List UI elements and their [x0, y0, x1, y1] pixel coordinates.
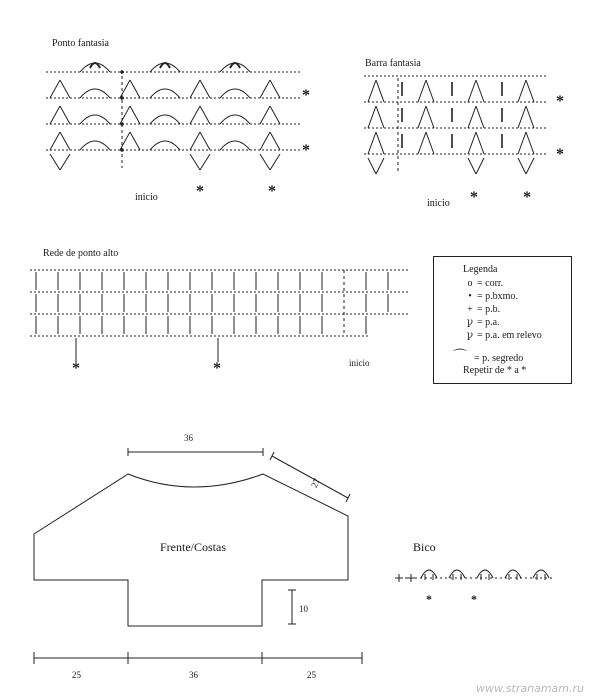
- pf-row-4: [46, 132, 302, 150]
- bico-title: Bico: [413, 540, 436, 554]
- legend-item-single: + = p.b.: [463, 304, 500, 316]
- legend-item-secret: ⌒ = p. segredo: [446, 352, 523, 365]
- legend-repeat: Repetir de * a *: [463, 365, 527, 376]
- dim-bottom-left: 25: [72, 670, 81, 680]
- ponto-fantasia-chart: [40, 50, 320, 190]
- legend-box: [433, 256, 572, 384]
- ponto-fantasia-repeat-2: *: [302, 142, 310, 159]
- legend-item-relief: ꝩ = p.a. em relevo: [463, 330, 542, 342]
- legend-title: Legenda: [463, 264, 498, 275]
- dot-icon: •: [468, 291, 472, 302]
- dim-bottom-center: 36: [189, 670, 198, 680]
- legend-item-slip: • = p.bxmo.: [463, 291, 518, 303]
- bico-repeat-1: *: [426, 592, 432, 606]
- rede-repeat-2: *: [213, 360, 221, 377]
- pf-base: [50, 76, 280, 170]
- rede-ponto-alto-start: inicio: [349, 358, 370, 368]
- arch-icon: ⌒: [453, 350, 467, 365]
- barra-fantasia-title: Barra fantasia: [365, 58, 421, 69]
- rede-repeat-1: *: [72, 360, 80, 377]
- ponto-fantasia-repeat-1: *: [302, 87, 310, 104]
- bico-chart: [393, 560, 558, 596]
- legend-item-chain: o = corr.: [463, 278, 503, 290]
- ponto-fantasia-repeat-4: *: [268, 183, 276, 200]
- dim-height: 10: [299, 604, 308, 614]
- pf-row-2: [46, 80, 302, 98]
- dim-bottom-right: 25: [307, 670, 316, 680]
- rede-ponto-alto-title: Rede de ponto alto: [43, 248, 119, 259]
- barra-fantasia-start: inicio: [427, 198, 450, 209]
- barra-fantasia-chart: [358, 70, 558, 200]
- barra-fantasia-repeat-2: *: [556, 146, 564, 163]
- barra-fantasia-repeat-4: *: [523, 189, 531, 206]
- bico-repeat-2: *: [471, 592, 477, 606]
- dim-top-width: 36: [184, 433, 193, 443]
- relief-stitch-icon: ꝩ: [466, 330, 474, 341]
- legend-item-double: ꝩ = p.a.: [463, 317, 500, 329]
- chain-icon: o: [467, 278, 473, 289]
- dim-shoulder: 27: [309, 476, 322, 490]
- pf-row-1: [46, 63, 300, 72]
- barra-fantasia-repeat-3: *: [470, 189, 478, 206]
- ponto-fantasia-start: inicio: [135, 192, 158, 203]
- double-crochet-icon: ꝩ: [466, 317, 474, 328]
- ponto-fantasia-repeat-3: *: [196, 183, 204, 200]
- barra-fantasia-repeat-1: *: [556, 93, 564, 110]
- watermark: www.stranamam.ru: [476, 682, 584, 695]
- plus-icon: +: [467, 304, 473, 315]
- schematic-label: Frente/Costas: [160, 540, 226, 554]
- rede-ponto-alto-chart: [28, 262, 418, 352]
- ponto-fantasia-title: Ponto fantasia: [52, 38, 109, 49]
- pf-row-3: [46, 106, 302, 124]
